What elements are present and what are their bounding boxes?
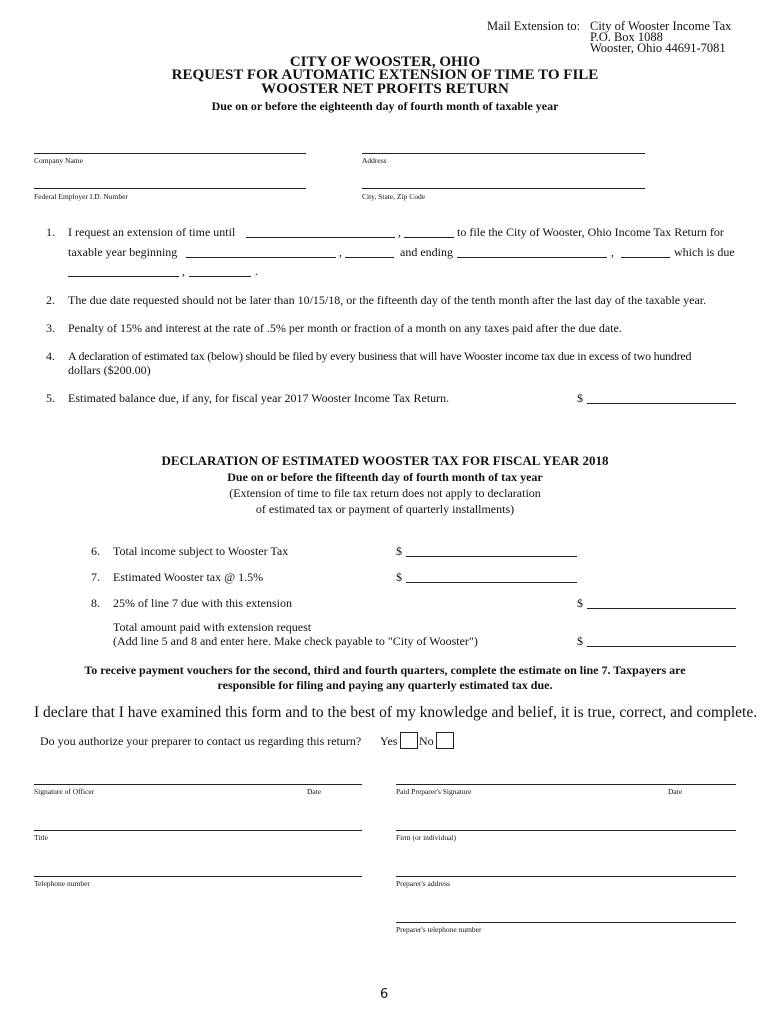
item-6-dollar: $ — [396, 544, 402, 558]
item-3-number: 3. — [46, 321, 55, 335]
item-6-text: Total income subject to Wooster Tax — [113, 544, 289, 558]
total-dollar: $ — [577, 634, 583, 648]
company-name-field[interactable] — [34, 153, 306, 154]
declaration-statement: I declare that I have examined this form and to the best of my knowledge and belief, it is true, correct, and complete. — [34, 704, 758, 721]
item-1-text-b: to file the City of Wooster, Ohio Income Tax Return for — [457, 225, 724, 239]
authorize-yes-checkbox[interactable] — [400, 732, 418, 749]
address-label: Address — [362, 156, 387, 165]
total-income-field[interactable] — [406, 556, 577, 557]
preparer-address-label: Preparer's address — [396, 879, 451, 888]
item-2-number: 2. — [46, 293, 55, 307]
mail-address-line1: City of Wooster Income Tax — [590, 19, 732, 33]
item-1-comma-2: , — [339, 245, 342, 259]
item-1-comma: , — [398, 225, 401, 239]
item-1-text-e: which is due — [674, 245, 735, 259]
item-4-number: 4. — [46, 349, 55, 363]
page-number: 6 — [380, 987, 389, 1002]
item-1-text-d: and ending — [400, 245, 453, 259]
estimated-tax-field[interactable] — [406, 582, 577, 583]
year-ending-year-field[interactable] — [621, 257, 670, 258]
fein-label: Federal Employer I.D. Number — [34, 192, 128, 201]
item-2-text: The due date requested should not be later than 10/15/18, or the fifteenth day of the tenth month after the last day of the taxable year. — [68, 293, 707, 307]
mail-address-line3: Wooster, Ohio 44691-7081 — [590, 41, 726, 55]
preparer-address-field[interactable] — [396, 876, 736, 877]
total-amount-instructions: (Add line 5 and 8 and enter here. Make check payable to "City of Wooster") — [113, 634, 478, 648]
form-title-request: REQUEST FOR AUTOMATIC EXTENSION OF TIME TO FILE — [171, 67, 599, 83]
form-due-date: Due on or before the eighteenth day of fourth month of taxable year — [211, 99, 559, 113]
item-1-comma-3: , — [611, 245, 614, 259]
preparer-telephone-label: Preparer's telephone number — [396, 925, 482, 934]
item-7-text: Estimated Wooster tax @ 1.5% — [113, 570, 264, 584]
item-5-number: 5. — [46, 391, 55, 405]
declaration-note-2: of estimated tax or payment of quarterly installments) — [255, 502, 515, 516]
firm-field[interactable] — [396, 830, 736, 831]
extension-year-field[interactable] — [404, 237, 454, 238]
item-8-dollar: $ — [577, 596, 583, 610]
declaration-note-1: (Extension of time to file tax return does not apply to declaration — [229, 486, 541, 500]
mail-label: Mail Extension to: — [487, 19, 581, 33]
estimated-balance-field[interactable] — [587, 403, 736, 404]
declaration-due: Due on or before the fifteenth day of fourth month of tax year — [227, 470, 543, 484]
due-year-field[interactable] — [189, 276, 251, 277]
preparer-signature-label: Paid Preparer's Signature — [396, 787, 472, 796]
item-1-period: . — [255, 264, 258, 278]
voucher-note-1: To receive payment vouchers for the second, third and fourth quarters, complete the estimate on line 7. Taxpayers are — [84, 663, 686, 677]
total-amount-text: Total amount paid with extension request — [113, 620, 312, 634]
title-field[interactable] — [34, 830, 362, 831]
form-title-city: CITY OF WOOSTER, OHIO — [289, 54, 481, 70]
item-1-text-c: taxable year beginning — [68, 245, 178, 259]
extension-until-field[interactable] — [246, 237, 395, 238]
item-7-number: 7. — [91, 570, 100, 584]
telephone-field[interactable] — [34, 876, 362, 877]
item-1-comma-4: , — [182, 264, 185, 278]
item-1-text-a: I request an extension of time until — [68, 225, 236, 239]
total-paid-field[interactable] — [587, 646, 736, 647]
form-title-return: WOOSTER NET PROFITS RETURN — [261, 81, 509, 97]
fein-field[interactable] — [34, 188, 306, 189]
year-beginning-year-field[interactable] — [345, 257, 394, 258]
authorize-question: Do you authorize your preparer to contact us regarding this return? — [40, 734, 362, 748]
declaration-title: DECLARATION OF ESTIMATED WOOSTER TAX FOR FISCAL YEAR 2018 — [161, 453, 609, 468]
item-8-number: 8. — [91, 596, 100, 610]
item-6-number: 6. — [91, 544, 100, 558]
item-4-text-b: dollars ($200.00) — [68, 363, 151, 377]
item-7-dollar: $ — [396, 570, 402, 584]
due-date-field[interactable] — [68, 276, 179, 277]
item-8-text: 25% of line 7 due with this extension — [113, 596, 292, 610]
preparer-date-label: Date — [668, 787, 683, 796]
firm-label: Firm (or individual) — [396, 833, 456, 842]
item-5-text: Estimated balance due, if any, for fiscal year 2017 Wooster Income Tax Return. — [68, 391, 450, 405]
item-1-number: 1. — [46, 225, 55, 239]
item-4-text-a: A declaration of estimated tax (below) should be filed by every business that will have Wooster income tax due in excess of two hundred — [68, 349, 692, 363]
company-name-label: Company Name — [34, 156, 83, 165]
authorize-no-label: No — [419, 734, 434, 748]
preparer-signature-field[interactable] — [396, 784, 736, 785]
voucher-note-2: responsible for filing and paying any quarterly estimated tax due. — [217, 678, 553, 692]
title-label: Title — [34, 833, 48, 842]
officer-signature-label: Signature of Officer — [34, 787, 95, 796]
authorize-yes-label: Yes — [380, 734, 398, 748]
city-state-zip-label: City, State, Zip Code — [362, 192, 426, 201]
quarter-due-field[interactable] — [587, 608, 736, 609]
item-3-text: Penalty of 15% and interest at the rate of .5% per month or fraction of a month on any taxes paid after the due date. — [68, 321, 622, 335]
year-beginning-field[interactable] — [186, 257, 336, 258]
city-state-zip-field[interactable] — [362, 188, 645, 189]
authorize-no-checkbox[interactable] — [436, 732, 454, 749]
officer-date-label: Date — [307, 787, 322, 796]
year-ending-field[interactable] — [457, 257, 607, 258]
officer-signature-field[interactable] — [34, 784, 362, 785]
mail-address-line2: P.O. Box 1088 — [590, 30, 663, 44]
address-field[interactable] — [362, 153, 645, 154]
telephone-label: Telephone number — [34, 879, 90, 888]
preparer-telephone-field[interactable] — [396, 922, 736, 923]
item-5-dollar: $ — [577, 391, 583, 405]
